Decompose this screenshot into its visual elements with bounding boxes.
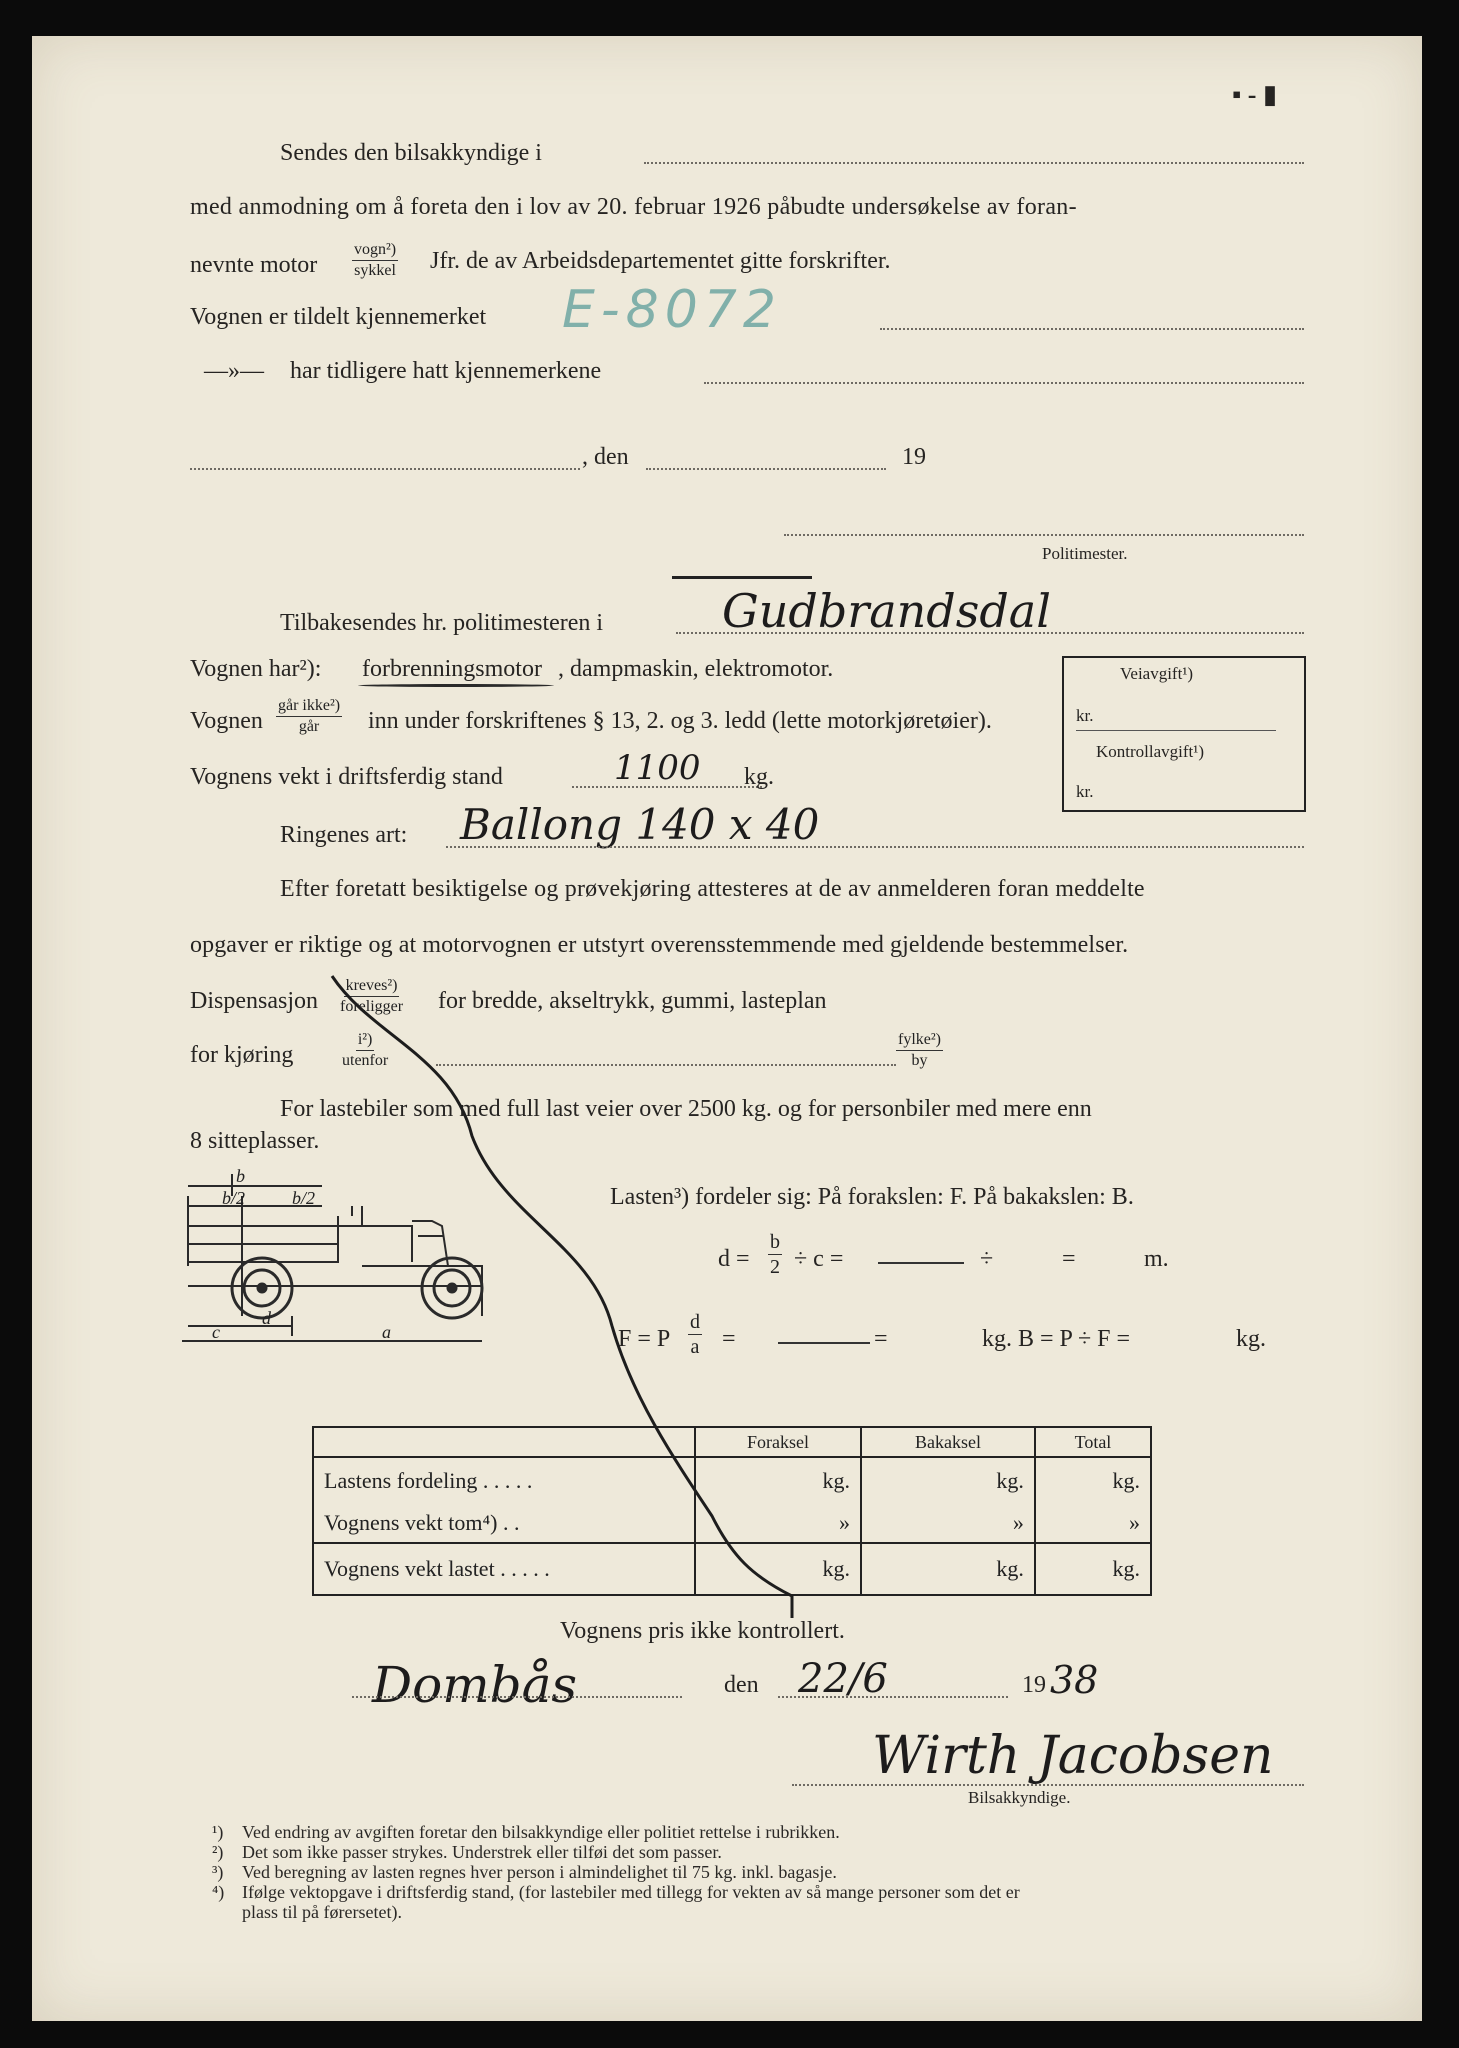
truck-label-b-half-2: b/2 — [292, 1188, 316, 1208]
vogn-sykkel-fraction: vogn²) sykkel — [354, 241, 397, 279]
cell: » — [861, 1503, 1035, 1543]
efter-line-1: Efter foretatt besiktigelse og prøvekjøring attesteres at de av anmelderen foran meddelte — [280, 876, 1145, 902]
formula1-left: d = — [718, 1246, 750, 1272]
ringenes-label: Ringenes art: — [280, 822, 408, 848]
registration-stamp: E-8072 — [562, 280, 782, 340]
vekt-handwriting: 1100 — [614, 748, 701, 788]
anmodning-line: med anmodning om å foreta den i lov av 20. februar 1926 påbudte undersøkelse av foran- — [190, 194, 1077, 220]
inspector-signature: Wirth Jacobsen — [872, 1726, 1274, 1786]
lasten-line: Lasten³) fordeler sig: På forakslen: F. På bakakslen: B. — [610, 1184, 1134, 1210]
form-sheet — [32, 36, 1422, 2021]
gar-fraction: går ikke²) går — [278, 697, 341, 735]
formula2-unit: kg. — [1236, 1326, 1266, 1352]
lastebiler-line-2: 8 sitteplasser. — [190, 1128, 320, 1154]
corner-mark: ▪ - ▮ — [1232, 80, 1278, 109]
hand-drawn-line — [32, 36, 1422, 2021]
cell: kg. — [861, 1457, 1035, 1503]
year-prefix: 19 — [1022, 1672, 1046, 1698]
efter-line-2: opgaver er riktige og at motorvognen er utstyrt overensstemmende med gjeldende bestemmelser. — [190, 932, 1129, 958]
formula2-eq2: = — [874, 1326, 888, 1352]
kontrollavgift-kr: kr. — [1076, 782, 1094, 801]
cell: kg. — [1035, 1543, 1151, 1595]
kreves-fraction: kreves²) foreligger — [340, 977, 404, 1015]
year-handwriting: 38 — [1050, 1658, 1099, 1702]
vognen-gar-pre: Vognen — [190, 708, 263, 734]
truck-label-d: d — [262, 1308, 271, 1328]
motor-line-pre: nevnte motor — [190, 252, 318, 278]
footnote-3: ³) Ved beregning av lasten regnes hver person i almindelighet til 75 kg. inkl. bagasje. — [212, 1862, 837, 1882]
formula1-fraction: $\frac{b}{2}$ — [770, 1231, 780, 1278]
cell: kg. — [1035, 1457, 1151, 1503]
kontrollavgift-label: Kontrollavgift¹) — [1096, 742, 1205, 761]
dispensasjon-post: for bredde, akseltrykk, gummi, lasteplan — [438, 988, 827, 1014]
cell: kg. — [695, 1457, 861, 1503]
veiavgift-kr: kr. — [1076, 706, 1094, 725]
date-handwriting: 22/6 — [798, 1656, 888, 1702]
ditto-mark: —»— — [204, 358, 264, 384]
district-handwriting: Gudbrandsdal — [722, 584, 1051, 638]
footnote-2: ²) Det som ikke passer strykes. Understrek eller tilføi det som passer. — [212, 1842, 722, 1862]
truck-label-a: a — [382, 1322, 391, 1342]
vognen-har-post: , dampmaskin, elektromotor. — [558, 656, 834, 682]
truck-label-b-half-1: b/2 — [222, 1188, 246, 1208]
cell: kg. — [861, 1543, 1035, 1595]
footnote-4: ⁴) Ifølge vektopgave i driftsferdig stand, (for lastebiler med tillegg for vekten av så mange personer som det er — [212, 1882, 1020, 1902]
footnote-1: ¹) Ved endring av avgiften foretar den bilsakkyndige eller politiet rettelse i rubrikken. — [212, 1822, 840, 1842]
ringenes-handwriting: Ballong 140 x 40 — [460, 800, 820, 849]
vognen-har-pre: Vognen har²): — [190, 656, 322, 682]
kjoring-pre: for kjøring — [190, 1042, 294, 1068]
truck-label-c: c — [212, 1322, 220, 1342]
date-den-label: , den — [582, 444, 629, 470]
formula1-div: ÷ — [980, 1246, 994, 1272]
cell: kg. — [695, 1543, 861, 1595]
date-19-label: 19 — [902, 444, 926, 470]
tilbakesendes-label: Tilbakesendes hr. politimesteren i — [280, 610, 604, 636]
motor-line-post: Jfr. de av Arbeidsdepartementet gitte forskrifter. — [430, 248, 891, 274]
lastebiler-line-1: For lastebiler som med full last veier over 2500 kg. og for personbiler med mere enn — [280, 1096, 1092, 1122]
place-handwriting: Dombås — [372, 1656, 578, 1714]
i-utenfor-fraction: i²) utenfor — [342, 1031, 389, 1069]
politimester-label: Politimester. — [1042, 544, 1128, 563]
formula2-fraction: $\frac{d}{a}$ — [690, 1311, 700, 1358]
kjennemerket-label: Vognen er tildelt kjennemerket — [190, 304, 487, 330]
row-vekt-tom-label: Vognens vekt tom⁴) . . — [313, 1503, 695, 1543]
formula2-mid: kg. B = P ÷ F = — [982, 1326, 1131, 1352]
cell: » — [1035, 1503, 1151, 1543]
bilsakkyndige-label: Bilsakkyndige. — [968, 1788, 1071, 1807]
vekt-label: Vognens vekt i driftsferdig stand — [190, 764, 503, 790]
footnote-4-cont: plass til på førersetet). — [242, 1902, 402, 1922]
cell: » — [695, 1503, 861, 1543]
formula1-unit: m. — [1144, 1246, 1169, 1272]
formula1-eq: = — [1062, 1246, 1076, 1272]
row-lastens-fordeling-label: Lastens fordeling . . . . . — [313, 1457, 695, 1503]
header-bakaksel: Bakaksel — [861, 1427, 1035, 1457]
truck-label-b: b — [236, 1166, 245, 1186]
header-total: Total — [1035, 1427, 1151, 1457]
formula1-mid: ÷ c = — [794, 1246, 844, 1272]
vognens-pris-note: Vognens pris ikke kontrollert. — [560, 1618, 845, 1644]
vekt-unit: kg. — [744, 764, 774, 790]
veiavgift-label: Veiavgift¹) — [1120, 664, 1194, 683]
dispensasjon-pre: Dispensasjon — [190, 988, 318, 1014]
formula2-eq1: = — [722, 1326, 736, 1352]
row-vekt-lastet-label: Vognens vekt lastet . . . . . — [313, 1543, 695, 1595]
motor-type-underlined: forbrenningsmotor — [362, 656, 542, 682]
header-foraksel: Foraksel — [695, 1427, 861, 1457]
fylke-by-fraction: fylke²) by — [898, 1031, 941, 1069]
tidligere-label: har tidligere hatt kjennemerkene — [290, 358, 602, 384]
vognen-gar-post: inn under forskriftenes § 13, 2. og 3. ledd (lette motorkjøretøier). — [368, 708, 992, 734]
sendes-line: Sendes den bilsakkyndige i — [280, 140, 542, 166]
signature-den-label: den — [724, 1672, 759, 1698]
formula2-left: F = P — [618, 1326, 671, 1352]
